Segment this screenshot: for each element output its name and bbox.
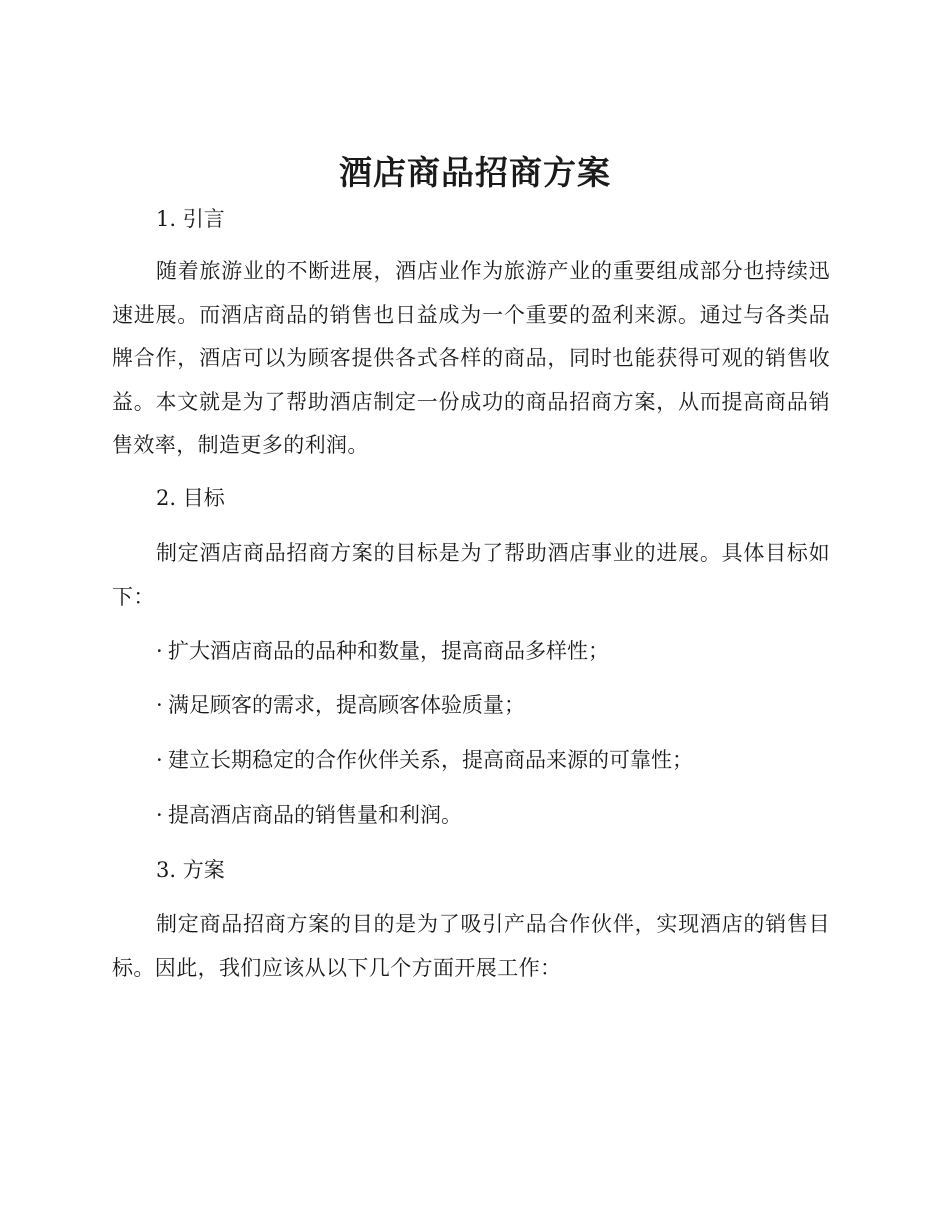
bullet-icon: · bbox=[156, 639, 163, 663]
bullet-icon: · bbox=[156, 693, 163, 717]
goal-list-item bbox=[156, 745, 693, 775]
goal-list-item-text: 满足顾客的需求，提高顾客体验质量； bbox=[168, 693, 525, 717]
plan-paragraph: 制定商品招商方案的目的是为了吸引产品合作伙伴，实现酒店的销售目标。因此，我们应该从以下几个方面开展工作： bbox=[112, 912, 830, 980]
bullet-icon: · bbox=[156, 803, 163, 827]
goal-list-item-text: 建立长期稳定的合作伙伴关系，提高商品来源的可靠性； bbox=[168, 748, 693, 772]
section-heading-intro: 1. 引言 bbox=[156, 207, 225, 231]
goal-list-item bbox=[156, 690, 525, 720]
goal-list-item bbox=[156, 636, 609, 666]
document-title: 酒店商品招商方案 bbox=[339, 153, 611, 192]
goals-paragraph: 制定酒店商品招商方案的目标是为了帮助酒店事业的进展。具体目标如下： bbox=[112, 541, 830, 609]
goal-list-item-text: 提高酒店商品的销售量和利润。 bbox=[168, 803, 462, 827]
section-heading-plan: 3. 方案 bbox=[156, 858, 225, 882]
goal-list-item bbox=[156, 800, 462, 830]
bullet-icon: · bbox=[156, 748, 163, 772]
goal-list-item-text: 扩大酒店商品的品种和数量，提高商品多样性； bbox=[168, 639, 609, 663]
intro-paragraph: 随着旅游业的不断进展，酒店业作为旅游产业的重要组成部分也持续迅速进展。而酒店商品的销售也日益成为一个重要的盈利来源。通过与各类品牌合作，酒店可以为顾客提供各式各样的商品，同时也能获得可观的销售收益。本文就是为了帮助酒店制定一份成功的商品招商方案，从而提高商品销售效率，制造更多的利润。 bbox=[112, 259, 830, 457]
section-heading-goals: 2. 目标 bbox=[156, 486, 225, 510]
